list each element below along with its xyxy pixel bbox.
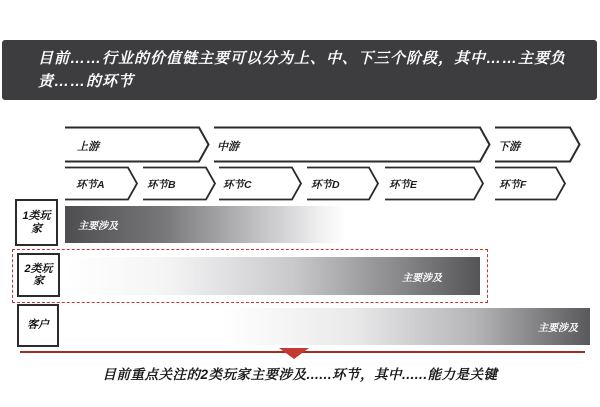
player-box-type2: 2类玩家 bbox=[17, 253, 60, 297]
involvement-bar-customer-label: 主要涉及 bbox=[538, 323, 578, 334]
player-box-type1: 1类玩家 bbox=[15, 199, 58, 246]
involvement-bar-type1-label: 主要涉及 bbox=[78, 221, 118, 232]
involvement-bar-type2-label: 主要涉及 bbox=[402, 272, 442, 284]
footer-caption: 目前重点关注的2类玩家主要涉及......环节，其中......能力是关键 bbox=[102, 367, 498, 382]
involvement-bar-customer bbox=[65, 308, 590, 345]
stage-label-midstream: 中游 bbox=[217, 141, 239, 153]
stage-arrow-midstream bbox=[214, 128, 490, 162]
down-triangle-marker bbox=[279, 348, 309, 359]
segment-label-d: 环节D bbox=[311, 179, 340, 191]
segment-label-e: 环节E bbox=[389, 179, 418, 191]
segment-label-b: 环节B bbox=[147, 179, 176, 191]
involvement-bar-type2 bbox=[65, 257, 480, 295]
player-box-customer: 客户 bbox=[17, 304, 59, 347]
involvement-bar-type1 bbox=[65, 206, 346, 243]
stage-label-upstream: 上游 bbox=[77, 141, 99, 153]
stage-label-downstream: 下游 bbox=[498, 141, 520, 153]
slide-title: 目前……行业的价值链主要可以分为上、中、下三个阶段，其中……主要负责……的环节 bbox=[2, 40, 597, 100]
segment-label-a: 环节A bbox=[76, 179, 105, 191]
segment-label-c: 环节C bbox=[223, 179, 252, 191]
segment-label-f: 环节F bbox=[499, 179, 527, 191]
